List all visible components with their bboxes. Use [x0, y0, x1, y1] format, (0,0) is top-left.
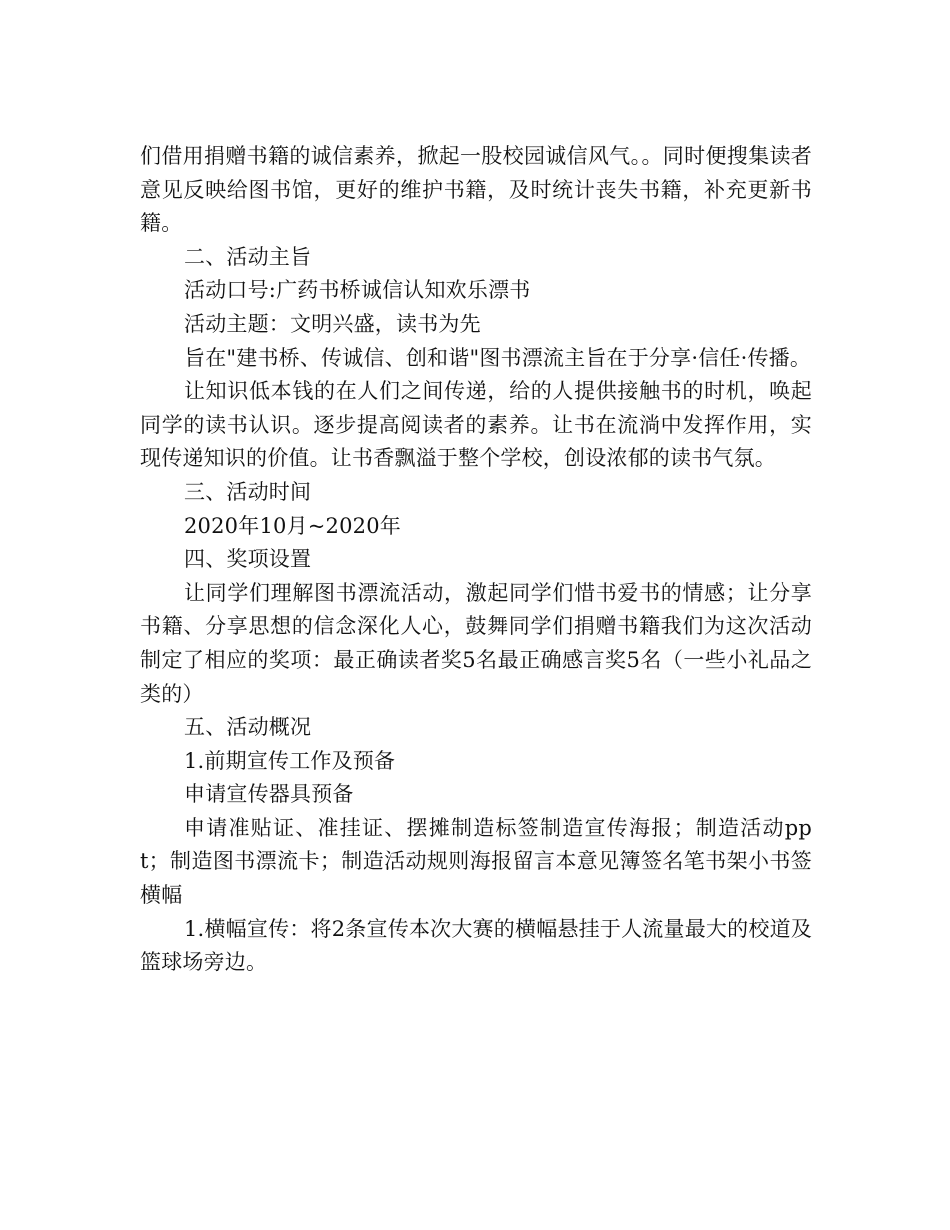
paragraph-equipment-list: 申请准贴证、准挂证、摆摊制造标签制造宣传海报；制造活动ppt；制造图书漂流卡；制造活动规则海报留言本意见簿签名笔书架小书签横幅	[140, 815, 812, 908]
section-heading-overview: 五、活动概况	[184, 715, 312, 740]
paragraph-time-range: 2020年10月~2020年	[184, 513, 402, 538]
paragraph-theme: 活动主题：文明兴盛，读书为先	[184, 311, 481, 336]
paragraph-aim: 旨在"建书桥、传诚信、创和谐"图书漂流主旨在于分享·信任·传播。	[184, 345, 812, 370]
paragraph-knowledge: 让知识低本钱的在人们之间传递，给的人提供接触书的时机，唤起同学的读书认识。逐步提高阅读者的素养。让书在流淌中发挥作用，实现传递知识的价值。让书香飘溢于整个学校，创设浓郁的读书气氛。	[140, 379, 812, 471]
section-heading-awards: 四、奖项设置	[184, 547, 312, 572]
document-page	[140, 140, 812, 980]
subheading-equipment: 申请宣传器具预备	[184, 782, 354, 807]
paragraph-banner-promotion: 1.横幅宣传：将2条宣传本次大赛的横幅悬挂于人流量最大的校道及篮球场旁边。	[140, 916, 812, 975]
section-heading-time: 三、活动时间	[184, 479, 312, 504]
subheading-preparation: 1.前期宣传工作及预备	[184, 748, 396, 773]
section-heading-purpose: 二、活动主旨	[184, 244, 312, 269]
paragraph-intro-continuation: 们借用捐赠书籍的诚信素养，掀起一股校园诚信风气。。同时便搜集读者意见反映给图书馆，更好的维护书籍，及时统计丧失书籍，补充更新书籍。	[140, 144, 812, 236]
paragraph-slogan: 活动口号:广药书桥诚信认知欢乐漂书	[184, 278, 531, 303]
paragraph-awards: 让同学们理解图书漂流活动，激起同学们惜书爱书的情感；让分享书籍、分享思想的信念深化人心，鼓舞同学们捐赠书籍我们为这次活动制定了相应的奖项：最正确读者奖5名最正确感言奖5名（一些小礼品之类的）	[140, 580, 812, 706]
